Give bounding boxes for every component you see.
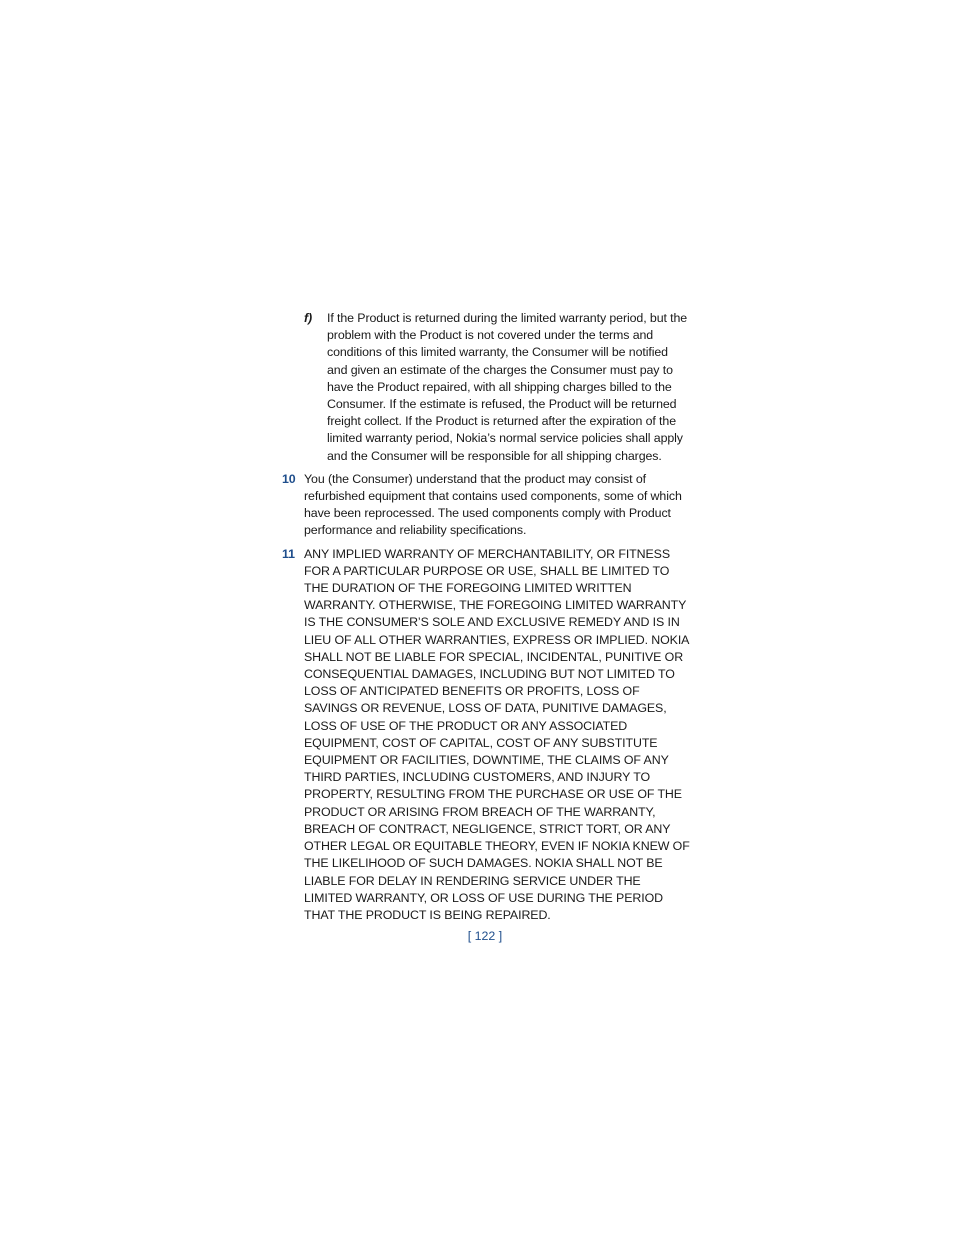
list-item-11 [280,546,690,924]
list-item-f [280,310,690,465]
item-marker-11: 11 [282,546,295,561]
list-item-10 [280,471,690,540]
item-marker-f: f) [304,311,313,325]
page-number: [ 122 ] [467,929,503,943]
item-text-10: You (the Consumer) understand that the product may consist of refurbished equipment that contains used components, some of which have been reprocessed. The used components comply with Product performance and reliability specifications. [304,471,682,538]
item-text-f: If the Product is returned during the limited warranty period, but the problem with the Product is not covered under the terms and conditions of this limited warranty, the Consumer will be notified and given an estimate of the charges the Consumer must pay to have the Product repaired, with all shipping charges billed to the Consumer. If the estimate is refused, the Product will be returned freight collect. If the Product is returned after the expiration of the limited warranty period, Nokia’s normal service policies shall apply and the Consumer will be responsible for all shipping charges. [327,311,688,463]
item-marker-10: 10 [282,471,296,486]
page-content [280,310,690,930]
item-text-11: ANY IMPLIED WARRANTY OF MERCHANTABILITY, OR FITNESS FOR A PARTICULAR PURPOSE OR USE, SHALL BE LIMITED TO THE DURATION OF THE FOREGOING LIMITED WRITTEN WARRANTY. OTHERWISE, THE FOREGOING LIMITED WARRANTY IS THE CONSUMER’S SOLE AND EXCLUSIVE REMEDY AND IS IN LIEU OF ALL OTHER WARRANTIES, EXPRESS OR IMPLIED. NOKIA SHALL NOT BE LIABLE FOR SPECIAL, INCIDENTAL, PUNITIVE OR CONSEQUENTIAL DAMAGES, INCLUDING BUT NOT LIMITED TO LOSS OF ANTICIPATED BENEFITS OR PROFITS, LOSS OF SAVINGS OR REVENUE, LOSS OF DATA, PUNITIVE DAMAGES, LOSS OF USE OF THE PRODUCT OR ANY ASSOCIATED EQUIPMENT, COST OF CAPITAL, COST OF ANY SUBSTITUTE EQUIPMENT OR FACILITIES, DOWNTIME, THE CLAIMS OF ANY THIRD PARTIES, INCLUDING CUSTOMERS, AND INJURY TO PROPERTY, RESULTING FROM THE PURCHASE OR USE OF THE PRODUCT OR ARISING FROM BREACH OF THE WARRANTY, BREACH OF CONTRACT, NEGLIGENCE, STRICT TORT, OR ANY OTHER LEGAL OR EQUITABLE THEORY, EVEN IF NOKIA KNEW OF THE LIKELIHOOD OF SUCH DAMAGES. NOKIA SHALL NOT BE LIABLE FOR DELAY IN RENDERING SERVICE UNDER THE LIMITED WARRANTY, OR LOSS OF USE DURING THE PERIOD THAT THE PRODUCT IS BEING REPAIRED. [304,546,690,922]
